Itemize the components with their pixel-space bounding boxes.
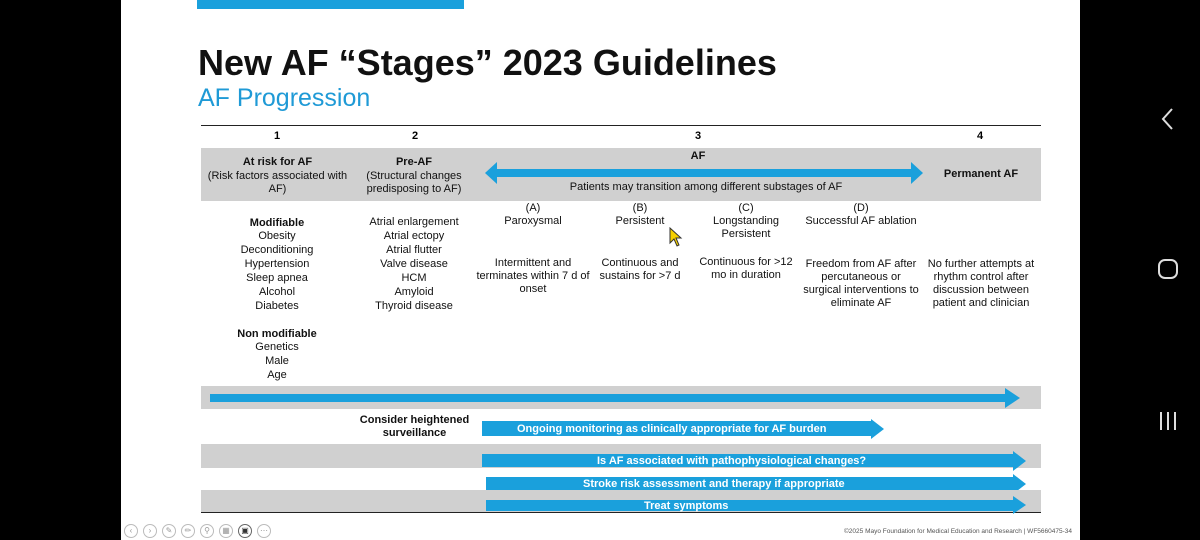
- list-item: Valve disease: [380, 258, 448, 270]
- more-icon[interactable]: ⋯: [257, 524, 271, 538]
- stage-number-4: 4: [976, 130, 984, 142]
- list-item: Hypertension: [244, 258, 310, 270]
- list-item: Deconditioning: [240, 244, 314, 256]
- permanent-desc: No further attempts at rhythm control after discussion between patient and clinician: [927, 258, 1035, 309]
- stroke-text: Stroke risk assessment and therapy if appropriate: [583, 478, 845, 490]
- draw-icon[interactable]: ✏: [181, 524, 195, 538]
- stage3-desc: Patients may transition among different substages of AF: [569, 181, 843, 193]
- list-item: Atrial flutter: [386, 244, 442, 256]
- list-item: HCM: [401, 272, 427, 284]
- presentation-slide: [121, 0, 1080, 540]
- list-item: Alcohol: [258, 286, 296, 298]
- substage-b-desc: Continuous and sustains for >7 d: [599, 257, 681, 282]
- substage-a-desc: Intermittent and terminates within 7 d of onset: [476, 257, 590, 295]
- stage1-desc: (Risk factors associated with AF): [207, 170, 348, 195]
- stage2-title: Pre-AF: [395, 156, 433, 168]
- substage-d-desc: Freedom from AF after percutaneous or surgical interventions to eliminate AF: [803, 258, 919, 309]
- monitoring-text: Ongoing monitoring as clinically appropriate for AF burden: [517, 423, 827, 435]
- surveillance-text: Consider heightened surveillance: [359, 414, 470, 439]
- stage-number-2: 2: [411, 130, 419, 142]
- stage-number-3: 3: [694, 130, 702, 142]
- slide-title: New AF “Stages” 2023 Guidelines: [198, 42, 777, 83]
- list-item: Atrial ectopy: [383, 230, 445, 242]
- next-icon[interactable]: ›: [143, 524, 157, 538]
- treat-arrow: [486, 496, 1026, 516]
- treat-text: Treat symptoms: [644, 500, 729, 512]
- substage-d-letter: (D): [853, 202, 869, 214]
- stage-number-1: 1: [273, 130, 281, 142]
- non-modifiable-label: Non modifiable: [237, 328, 317, 340]
- zoom-icon[interactable]: ⚲: [200, 524, 214, 538]
- patho-text: Is AF associated with pathophysiological changes?: [597, 455, 867, 467]
- list-item: Atrial enlargement: [369, 216, 459, 228]
- full-progression-arrow: [210, 388, 1020, 408]
- stage2-desc: (Structural changes predisposing to AF): [366, 170, 462, 195]
- substage-b-letter: (B): [632, 202, 648, 214]
- list-item: Male: [265, 355, 289, 367]
- pre-af-list: [359, 215, 469, 313]
- non-modifiable-list: [217, 340, 337, 382]
- substage-a-letter: (A): [525, 202, 541, 214]
- substage-a-name: Paroxysmal: [504, 215, 562, 227]
- list-item: Sleep apnea: [246, 272, 308, 284]
- list-item: Obesity: [258, 230, 296, 242]
- substage-c-name: Longstanding Persistent: [712, 215, 780, 240]
- substage-d-name: Successful AF ablation: [805, 215, 917, 227]
- copyright-footer: ©2025 Mayo Foundation for Medical Education and Research | WF5660475-34: [844, 528, 1072, 535]
- home-icon[interactable]: [1157, 258, 1179, 280]
- list-item: Amyloid: [394, 286, 434, 298]
- substage-c-letter: (C): [738, 202, 754, 214]
- back-icon[interactable]: [1160, 107, 1174, 131]
- mouse-cursor: [669, 227, 683, 247]
- slide-subtitle: AF Progression: [198, 84, 371, 112]
- stage4-title: Permanent AF: [943, 168, 1019, 180]
- substage-c-desc: Continuous for >12 mo in duration: [699, 256, 793, 281]
- list-item: Genetics: [255, 341, 299, 353]
- list-item: Age: [267, 369, 287, 381]
- camera-icon[interactable]: ▣: [238, 524, 252, 538]
- accent-bar: [197, 0, 464, 9]
- prev-icon[interactable]: ‹: [124, 524, 138, 538]
- stage3-title: AF: [690, 150, 706, 162]
- slides-icon[interactable]: ▦: [219, 524, 233, 538]
- pen-icon[interactable]: ✎: [162, 524, 176, 538]
- list-item: Diabetes: [255, 300, 299, 312]
- modifiable-list: [217, 229, 337, 313]
- stage1-title: At risk for AF: [242, 156, 313, 168]
- substage-b-name: Persistent: [615, 215, 665, 227]
- list-item: Thyroid disease: [375, 300, 453, 312]
- modifiable-label: Modifiable: [249, 217, 305, 229]
- recents-icon[interactable]: [1157, 410, 1179, 432]
- table-top-line: [201, 125, 1041, 126]
